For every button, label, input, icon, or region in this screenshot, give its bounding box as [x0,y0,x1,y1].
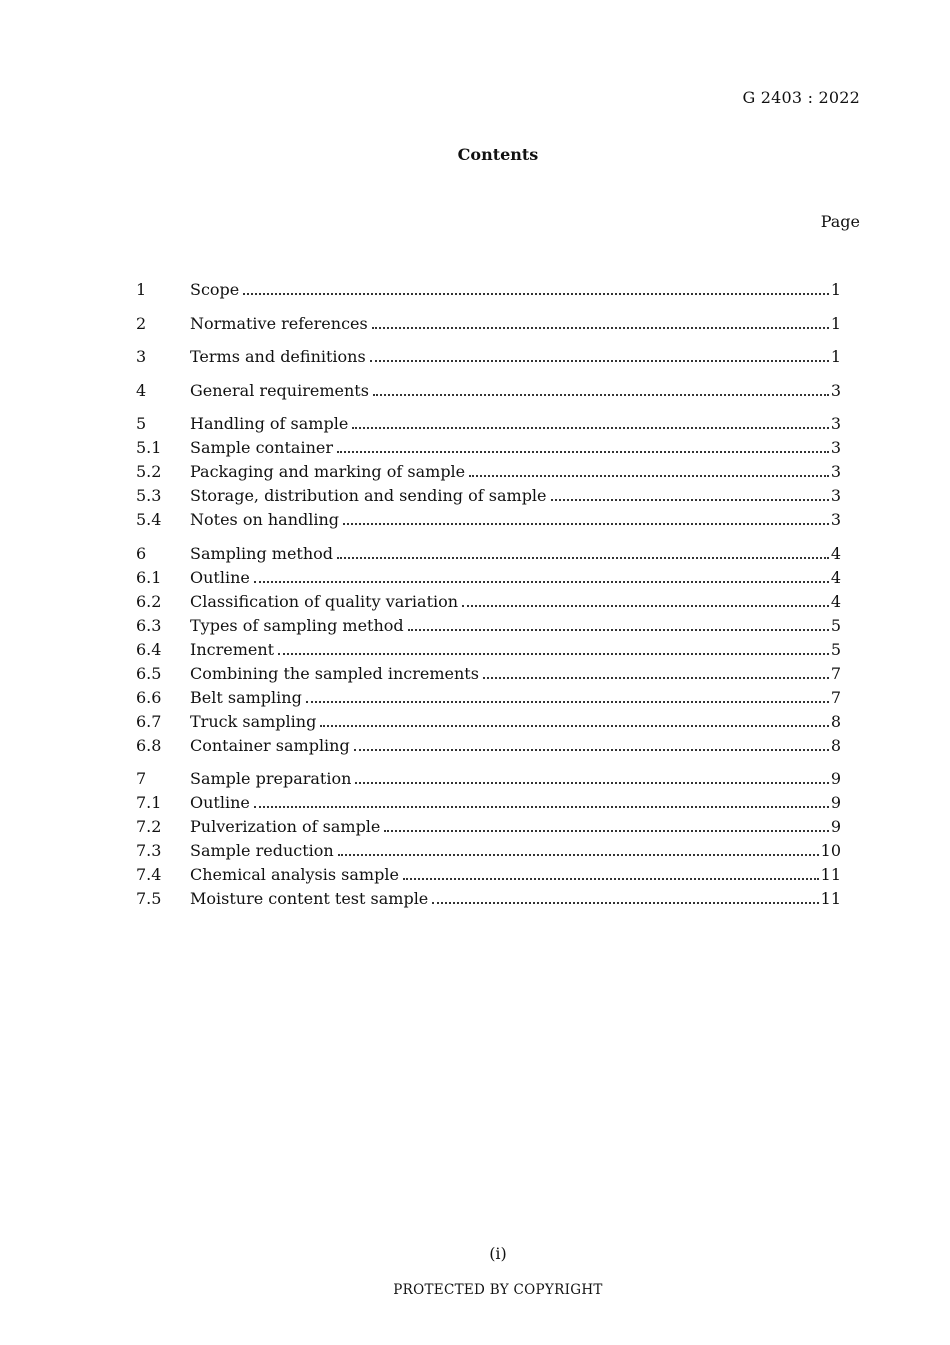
toc-entry-label: Combining the sampled increments [190,663,479,683]
toc-entry[interactable] [136,460,841,484]
toc-entry-number: 6.8 [136,735,162,755]
toc-entry-label: Container sampling [190,735,350,755]
toc-dot-leader [354,749,829,751]
toc-entry-number: 2 [136,313,147,333]
copyright-notice: PROTECTED BY COPYRIGHT [393,1282,603,1298]
toc-dot-leader [462,605,829,607]
toc-entry-number: 5 [136,414,147,433]
footer-page-number: (i) [489,1244,507,1263]
toc-entry-number: 7 [136,769,147,788]
page-column-header: Page [820,212,860,231]
toc-entry-label: Sample preparation [190,769,352,788]
toc-dot-leader [352,427,829,429]
toc-entry-page: 3 [830,438,841,457]
toc-entry-number: 6.4 [136,639,162,659]
toc-entry-number: 7.2 [136,817,162,836]
toc-entry[interactable] [136,887,841,911]
toc-entry-number: 1 [136,280,147,299]
toc-entry[interactable] [136,791,841,815]
toc-entry-label: Sampling method [190,543,334,563]
toc-dot-leader [403,878,819,880]
toc-dot-leader [408,629,829,631]
toc-entry-page: 10 [820,841,841,860]
toc-entry-number: 6.3 [136,615,162,635]
toc-entry-page: 3 [830,380,841,400]
toc-entry-page: 3 [830,486,841,505]
toc-entry-label: Types of sampling method [190,615,404,635]
toc-entry-page: 4 [830,543,841,563]
toc-entry-page: 9 [830,793,841,812]
toc-dot-leader [338,854,819,856]
toc-entry-number: 4 [136,380,147,400]
toc-dot-leader [355,782,828,784]
toc-entry-number: 6.2 [136,591,162,611]
toc-entry-number: 5.1 [136,438,162,457]
toc-dot-leader [469,475,829,477]
toc-entry-page: 3 [830,462,841,481]
toc-entry-label: Notes on handling [190,510,340,529]
toc-entry-page: 11 [820,865,841,884]
toc-entry-label: Belt sampling [190,687,302,707]
toc-entry[interactable] [136,734,841,758]
toc-entry-page: 8 [830,711,841,731]
toc-dot-leader [370,360,829,362]
toc-entry-page: 3 [830,510,841,529]
toc-entry-number: 6.5 [136,663,162,683]
toc-entry-number: 6.6 [136,687,162,707]
document-id: G 2403 : 2022 [742,88,860,107]
toc-entry-label: Increment [190,639,275,659]
toc-entry-label: Packaging and marking of sample [190,462,466,481]
toc-entry-page: 9 [830,817,841,836]
toc-entry[interactable] [136,839,841,863]
toc-dot-leader [384,830,828,832]
toc-entry-number: 7.5 [136,889,162,908]
toc-entry-label: Truck sampling [190,711,317,731]
toc-entry[interactable] [136,638,841,662]
toc-entry[interactable] [136,436,841,460]
toc-entry-label: Pulverization of sample [190,817,381,836]
toc-entry-number: 5.2 [136,462,162,481]
toc-dot-leader [551,499,829,501]
toc-entry-label: Outline [190,793,250,812]
toc-entry-label: General requirements [190,380,369,400]
toc-entry-page: 3 [830,414,841,433]
toc-entry-page: 4 [830,591,841,611]
toc-dot-leader [432,902,818,904]
toc-dot-leader [306,701,829,703]
toc-entry[interactable] [136,686,841,710]
table-of-contents [136,278,841,911]
toc-dot-leader [337,451,829,453]
toc-entry-page: 9 [830,769,841,788]
toc-entry[interactable] [136,767,841,791]
toc-entry[interactable] [136,863,841,887]
toc-entry[interactable] [136,710,841,734]
toc-entry-label: Chemical analysis sample [190,865,399,884]
toc-entry[interactable] [136,379,841,403]
toc-entry[interactable] [136,312,841,336]
toc-entry-label: Outline [190,567,250,587]
toc-dot-leader [243,293,829,295]
toc-entry[interactable] [136,508,841,532]
toc-entry-label: Classification of quality variation [190,591,459,611]
toc-entry-page: 1 [830,280,841,299]
toc-entry-label: Sample container [190,438,333,457]
toc-entry-number: 6.1 [136,567,162,587]
toc-dot-leader [278,653,829,655]
toc-entry-label: Storage, distribution and sending of sample [190,486,547,505]
toc-entry[interactable] [136,614,841,638]
toc-entry[interactable] [136,662,841,686]
toc-entry[interactable] [136,815,841,839]
toc-entry-number: 7.1 [136,793,162,812]
toc-dot-leader [373,394,829,396]
toc-entry-label: Moisture content test sample [190,889,429,908]
toc-dot-leader [372,327,829,329]
toc-entry-number: 5.3 [136,486,162,505]
toc-dot-leader [254,581,829,583]
toc-dot-leader [483,677,829,679]
toc-entry[interactable] [136,412,841,436]
toc-entry-page: 11 [820,889,841,908]
toc-dot-leader [254,806,829,808]
toc-entry-page: 5 [830,615,841,635]
toc-entry-page: 8 [830,735,841,755]
toc-dot-leader [343,523,829,525]
toc-entry-page: 4 [830,567,841,587]
toc-entry-number: 7.4 [136,865,162,884]
toc-entry[interactable] [136,542,841,566]
toc-entry[interactable] [136,566,841,590]
toc-entry[interactable] [136,345,841,369]
toc-entry-number: 5.4 [136,510,162,529]
toc-entry-page: 1 [830,313,841,333]
toc-entry-label: Scope [190,280,240,299]
toc-entry[interactable] [136,590,841,614]
toc-entry[interactable] [136,484,841,508]
toc-entry-number: 6.7 [136,711,162,731]
toc-entry-page: 7 [830,663,841,683]
toc-entry[interactable] [136,278,841,302]
toc-entry-label: Terms and definitions [190,347,366,366]
toc-entry-label: Handling of sample [190,414,349,433]
toc-entry-label: Sample reduction [190,841,334,860]
toc-entry-number: 6 [136,543,147,563]
toc-dot-leader [320,725,829,727]
toc-entry-number: 7.3 [136,841,162,860]
toc-entry-page: 1 [830,347,841,366]
page-title: Contents [457,145,539,164]
toc-entry-page: 5 [830,639,841,659]
toc-entry-page: 7 [830,687,841,707]
toc-entry-label: Normative references [190,313,368,333]
toc-dot-leader [337,557,829,559]
toc-entry-number: 3 [136,347,147,366]
